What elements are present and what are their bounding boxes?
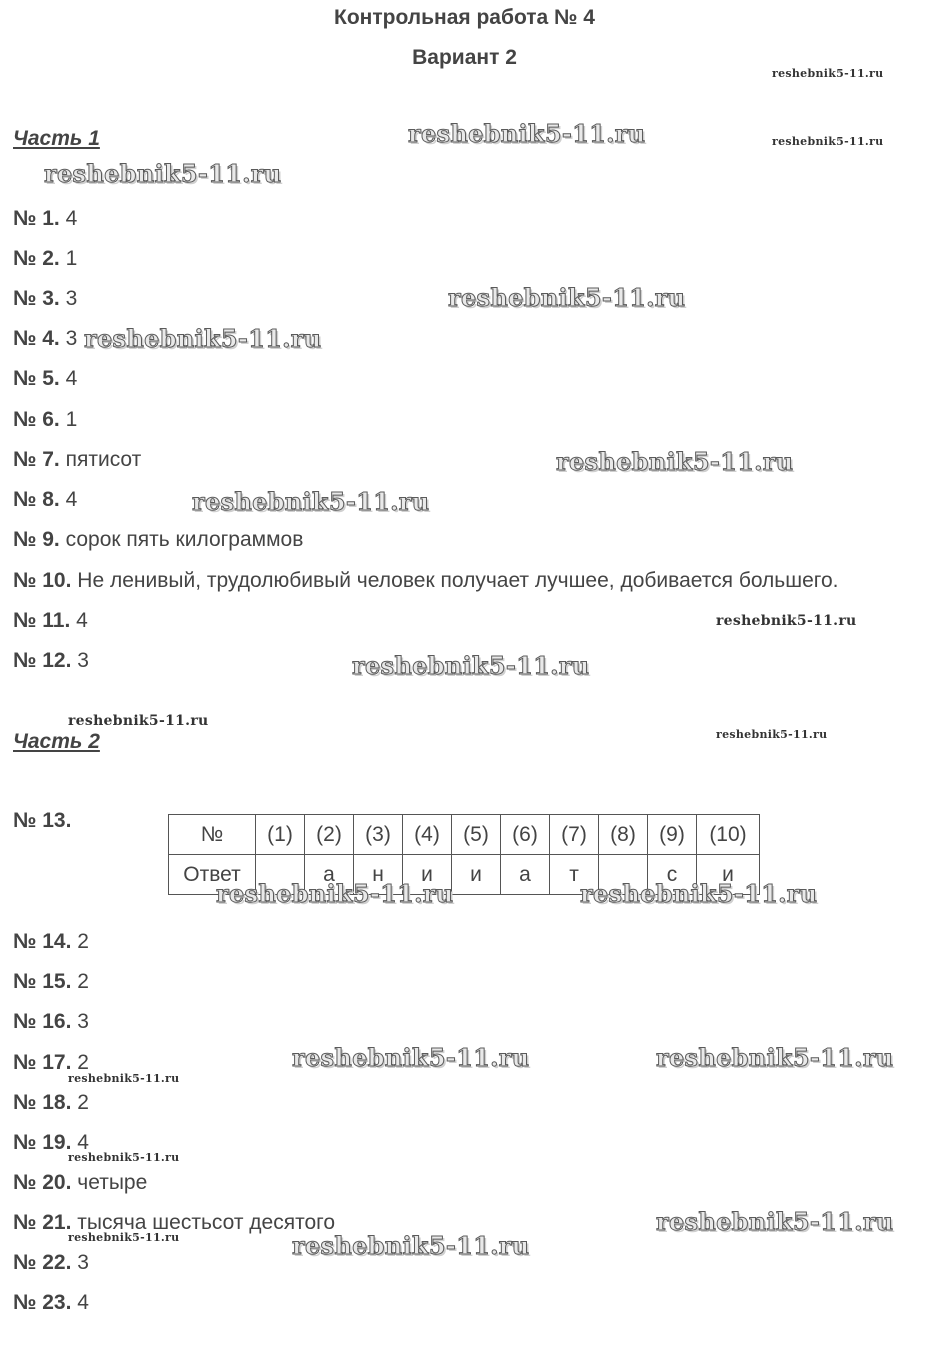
- table-header-cell: №: [169, 815, 256, 855]
- answer-number: № 13.: [13, 809, 72, 832]
- watermark: reshebnik5-11.ru: [580, 879, 818, 908]
- watermark: reshebnik5-11.ru: [716, 728, 828, 741]
- column-header-7: (7): [550, 815, 599, 855]
- answer-text: 1: [59, 247, 78, 270]
- watermark: reshebnik5-11.ru: [352, 651, 590, 680]
- answer-number: № 5.: [13, 367, 60, 390]
- answer-18: [13, 1091, 89, 1115]
- answer-text: 1: [59, 408, 78, 431]
- answer-row-label: Ответ: [169, 855, 256, 895]
- watermark: reshebnik5-11.ru: [772, 67, 884, 80]
- answer-cell-9: с: [648, 855, 697, 895]
- answer-number: № 10.: [13, 569, 72, 592]
- answer-number: № 4.: [13, 327, 60, 350]
- answer-1: [13, 207, 77, 231]
- document-title: Контрольная работа № 4: [334, 6, 595, 29]
- answer-cell-3: н: [354, 855, 403, 895]
- answer-number: № 20.: [13, 1171, 72, 1194]
- watermark: reshebnik5-11.ru: [292, 1231, 530, 1260]
- answer-text: четыре: [71, 1171, 148, 1194]
- answer-number: № 9.: [13, 528, 60, 551]
- answer-16: [13, 1010, 89, 1034]
- answer-9: [13, 528, 303, 552]
- column-header-3: (3): [354, 815, 403, 855]
- answer-23: [13, 1291, 89, 1315]
- watermark: reshebnik5-11.ru: [44, 159, 282, 188]
- answer-number: № 16.: [13, 1010, 72, 1033]
- answer-4: [13, 327, 77, 351]
- answer-text: 3: [59, 327, 78, 350]
- answer-12: [13, 649, 89, 673]
- column-header-10: (10): [697, 815, 760, 855]
- answer-20: [13, 1171, 147, 1195]
- answer-text: 3: [71, 1010, 89, 1033]
- watermark: reshebnik5-11.ru: [656, 1043, 894, 1072]
- watermark: reshebnik5-11.ru: [68, 1151, 180, 1164]
- answer-number: № 7.: [13, 448, 60, 471]
- answer-number: № 15.: [13, 970, 72, 993]
- column-header-8: (8): [599, 815, 648, 855]
- answer-number: № 3.: [13, 287, 60, 310]
- answer-text: Не ленивый, трудолюбивый человек получает лучшее, добивается большего.: [71, 569, 839, 592]
- table-header-row: [169, 815, 760, 855]
- answer-text: 3: [59, 287, 78, 310]
- answer-text: 4: [71, 1291, 89, 1314]
- answer-text: 4: [71, 1131, 89, 1154]
- answer-cell-5: и: [452, 855, 501, 895]
- column-header-4: (4): [403, 815, 452, 855]
- answer-6: [13, 408, 77, 432]
- answer-text: 4: [59, 367, 78, 390]
- answer-15: [13, 970, 89, 994]
- answer-text: тысяча шестьсот десятого: [71, 1211, 336, 1234]
- answer-10: [13, 569, 839, 593]
- watermark: reshebnik5-11.ru: [68, 713, 209, 729]
- answer-7: [13, 448, 141, 472]
- answer-cell-7: т: [550, 855, 599, 895]
- part1-heading: Часть 1: [13, 127, 100, 150]
- watermark: reshebnik5-11.ru: [68, 1231, 180, 1244]
- answer-text: 2: [71, 930, 89, 953]
- column-header-2: (2): [305, 815, 354, 855]
- answer-5: [13, 367, 77, 391]
- answer-number: № 23.: [13, 1291, 72, 1314]
- answer-number: № 11.: [13, 609, 71, 632]
- answer-text: 2: [71, 1051, 89, 1074]
- answer-text: 2: [71, 1091, 89, 1114]
- answer-text: сорок пять килограммов: [59, 528, 304, 551]
- answer-number: № 12.: [13, 649, 72, 672]
- column-header-1: (1): [256, 815, 305, 855]
- answer-cell-6: а: [501, 855, 550, 895]
- answer-3: [13, 287, 77, 311]
- answer-cell-4: и: [403, 855, 452, 895]
- answer-text: 4: [59, 207, 78, 230]
- answer-cell-10: и: [697, 855, 760, 895]
- answer-text: пятисот: [59, 448, 142, 471]
- watermark: reshebnik5-11.ru: [68, 1072, 180, 1085]
- answer-text: 3: [71, 1251, 89, 1274]
- answer-number: № 21.: [13, 1211, 72, 1234]
- watermark: reshebnik5-11.ru: [556, 447, 794, 476]
- variant-title: Вариант 2: [412, 46, 517, 69]
- answer-2: [13, 247, 77, 271]
- watermark: reshebnik5-11.ru: [656, 1207, 894, 1236]
- watermark: reshebnik5-11.ru: [192, 487, 430, 516]
- answer-text: 2: [71, 970, 89, 993]
- answer-number: № 1.: [13, 207, 60, 230]
- answer-13: [13, 809, 71, 833]
- answer-14: [13, 930, 89, 954]
- answer-8: [13, 488, 77, 512]
- part2-heading: Часть 2: [13, 730, 100, 753]
- answer-number: № 17.: [13, 1051, 72, 1074]
- column-header-6: (6): [501, 815, 550, 855]
- answer-text: 4: [59, 488, 78, 511]
- answer-cell-2: а: [305, 855, 354, 895]
- column-header-5: (5): [452, 815, 501, 855]
- watermark: reshebnik5-11.ru: [216, 879, 454, 908]
- answer-number: № 2.: [13, 247, 60, 270]
- answer-number: № 8.: [13, 488, 60, 511]
- watermark: reshebnik5-11.ru: [448, 283, 686, 312]
- watermark: reshebnik5-11.ru: [408, 119, 646, 148]
- answer-number: № 22.: [13, 1251, 72, 1274]
- watermark: reshebnik5-11.ru: [84, 324, 322, 353]
- answer-number: № 18.: [13, 1091, 72, 1114]
- watermark: reshebnik5-11.ru: [772, 135, 884, 148]
- answer-number: № 6.: [13, 408, 60, 431]
- answer-text: 4: [70, 609, 88, 632]
- answer-number: № 19.: [13, 1131, 72, 1154]
- answer-number: № 14.: [13, 930, 72, 953]
- column-header-9: (9): [648, 815, 697, 855]
- answer-22: [13, 1251, 89, 1275]
- watermark: reshebnik5-11.ru: [716, 613, 857, 629]
- watermark: reshebnik5-11.ru: [292, 1043, 530, 1072]
- answer-text: 3: [71, 649, 89, 672]
- answer-11: [13, 609, 88, 633]
